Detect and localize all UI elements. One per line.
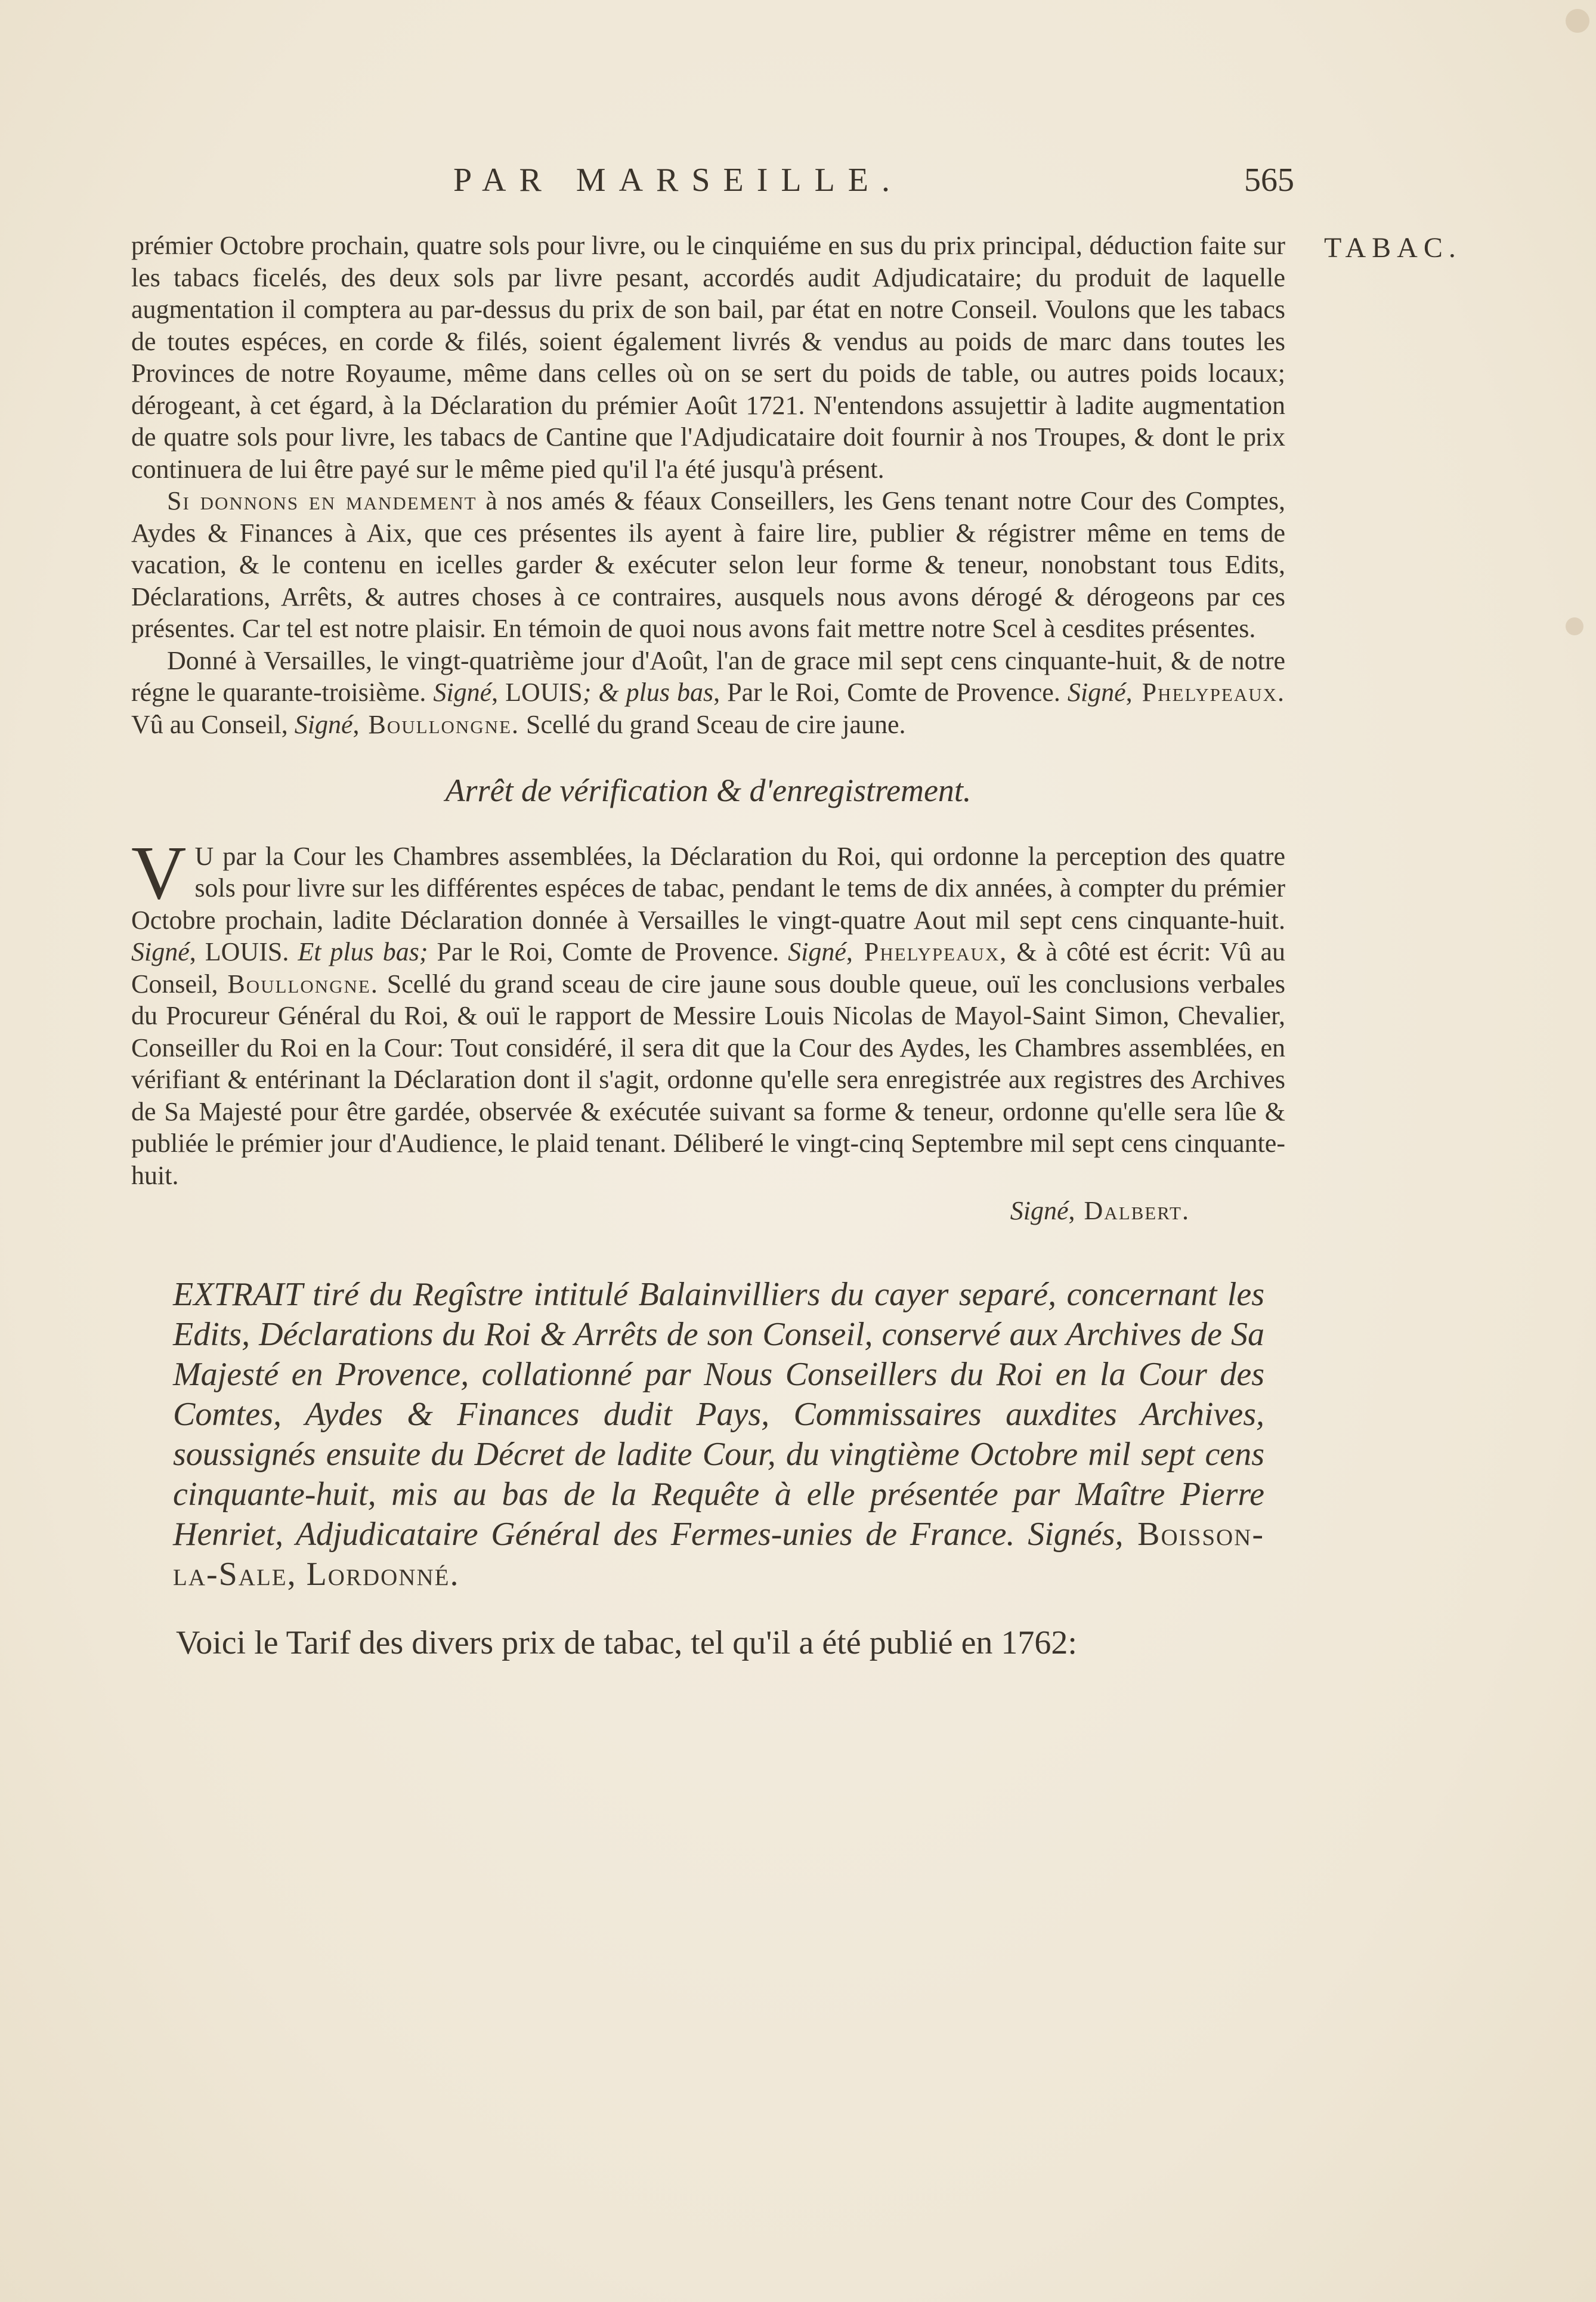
paragraph-mandement <box>131 485 1285 645</box>
extrait-paragraph <box>131 1275 1285 1595</box>
paragraph-donne <box>131 645 1285 741</box>
dalbert-name: , Dalbert. <box>1068 1196 1190 1225</box>
body-text <box>131 230 1285 1659</box>
signe-label: Signé <box>294 709 353 739</box>
signe-label: Signé <box>788 937 846 966</box>
drop-cap: V <box>131 830 187 915</box>
signe-label: Signé <box>1067 678 1126 707</box>
paragraph-continuation: prémier Octobre prochain, quatre sols pour livre, ou le cinquiéme en sus du prix principal, déduction faite sur les tabacs ficelés, des deux sols par livre pesant, accordés audit Adjudicataire; du produit de laquelle augmentation il comptera au par-dessus du prix de son bail, par état en notre Conseil. Voulons que les tabacs de toutes espéces, en corde & filés, soient également livrés & vendus au poids de marc dans toutes les Provinces de notre Royaume, même dans celles où on se sert du poids de table, ou autres poids locaux; dérogeant, à cet égard, à la Déclaration du prémier Août 1721. N'entendons assujettir à ladite augmentation de quatre sols pour livre, les tabacs de Cantine que l'Adjudicataire doit fournir à nos Troupes, & dont le prix continuera de lui être payé sur le même pied qu'il l'a été jusqu'à présent. <box>131 231 1285 484</box>
boullongne-name: , Boullongne. <box>352 709 520 739</box>
tarif-line: Voici le Tarif des divers prix de tabac, tel qu'il a été publié en 1762: <box>176 1624 1077 1661</box>
running-title: PAR MARSEILLE. <box>453 162 904 199</box>
extrait-signatories: Boisson-la-Sale, Lordonné. <box>173 1515 1264 1593</box>
arret-text-continued: Scellé du grand sceau de cire jaune sous double queue, ouï les conclusions verbales du Procureur Général du Roi, & ouï le rapport de Messire Louis Nicolas de Mayol-Saint Simon, Chevalier, Conseiller du Roi en la Cour: Tout considéré, il sera dit que la Cour des Aydes, les Chambres assemblées, en vérifiant & entérinant la Déclaration dont il s'agit, ordonne qu'elle sera enregistrée aux registres des Archives de Sa Majesté pour être gardée, observée & exécutée suivant sa forme & teneur, ordonne qu'elle sera lûe & publiée le prémier jour d'Audience, le plaid tenant. Déliberé le vingt-cinq Septembre mil sept cens cinquante-huit. <box>131 969 1285 1190</box>
signe-label: Signé <box>131 937 190 966</box>
par-le-roi-text: , Par le Roi, Comte de Provence. <box>713 678 1060 707</box>
signes-label: Signés, <box>1028 1515 1124 1553</box>
signe-label: Signé <box>433 678 492 707</box>
louis-name: , LOUIS <box>491 678 583 707</box>
page-number: 565 <box>1244 162 1294 199</box>
vu-au-conseil-text: Vû au Conseil, <box>131 709 288 739</box>
page-header <box>131 161 1294 209</box>
louis-name: , LOUIS. <box>189 937 289 966</box>
phelypeaux-name: , Phelypeaux. <box>1125 678 1285 707</box>
section-heading: Arrêt de vérification & d'enregistrement. <box>445 773 972 808</box>
scelle-text: Scellé du grand Sceau de cire jaune. <box>519 709 906 739</box>
arret-text: U par la Cour les Chambres assemblées, la Déclaration du Roi, qui ordonne la perception des quatre sols pour livre sur les différentes espéces de tabac, pendant le tems de dix années, à compter du prémier Octobre prochain, ladite Déclaration donnée à Versailles le vingt-quatre Aout mil sept cens cinquante-huit. <box>131 841 1285 935</box>
a-cote-text: & à côté est écrit: Vû au Conseil, <box>131 937 1286 999</box>
paper-stain <box>1566 617 1583 635</box>
boullongne-name: Boullongne. <box>218 969 379 999</box>
phelypeaux-name: , Phelypeaux, <box>846 937 1008 966</box>
par-le-roi-text: Par le Roi, Comte de Provence. <box>428 937 780 966</box>
paper-stain <box>1566 9 1589 33</box>
paragraph-arret <box>131 830 1286 1192</box>
mandement-text: à nos amés & féaux Conseillers, les Gens tenant notre Cour des Comptes, Aydes & Finances à Aix, que ces présentes ils ayent à faire lire, publier & régistrer même en tems de vacation, & le contenu en icelles garder & exécuter selon leur forme & teneur, nonobstant tous Edits, Déclarations, Arrêts, & autres choses à ce contraires, ausquels nous avons dérogé & dérogeons par ces présentes. Car tel est notre plaisir. En témoin de quoi nous avons fait mettre notre Scel à cesdites présentes. <box>131 486 1285 643</box>
plus-bas-label: ; & plus bas <box>582 678 714 707</box>
donne-text: Donné à Versailles, le vingt-quatrième jour d'Août, l'an de grace mil sept cens cinquante-huit, & de notre régne le quarante-troisième. <box>131 645 1285 707</box>
signe-label: Signé <box>1010 1196 1069 1225</box>
extrait-text: EXTRAIT tiré du Regîstre intitulé Balainvilliers du cayer separé, concernant les Edits, Déclarations du Roi & Arrêts de son Conseil, conservé aux Archives de Sa Majesté en Provence, collationné par Nous Conseillers du Roi en la Cour des Comtes, Aydes & Finances dudit Pays, Commissaires auxdites Archives, soussignés ensuite du Décret de ladite Cour, du vingtième Octobre mil sept cens cinquante-huit, mis au bas de la Requête à elle présentée par Maître Pierre Henriet, Adjudicataire Général des Fermes-unies de France. <box>173 1275 1264 1553</box>
mandement-lead: Si donnons en mandement <box>167 486 477 515</box>
signature-line <box>131 1195 1285 1227</box>
margin-note: TABAC. <box>1324 232 1462 264</box>
plus-bas-label: Et plus bas; <box>298 937 428 966</box>
